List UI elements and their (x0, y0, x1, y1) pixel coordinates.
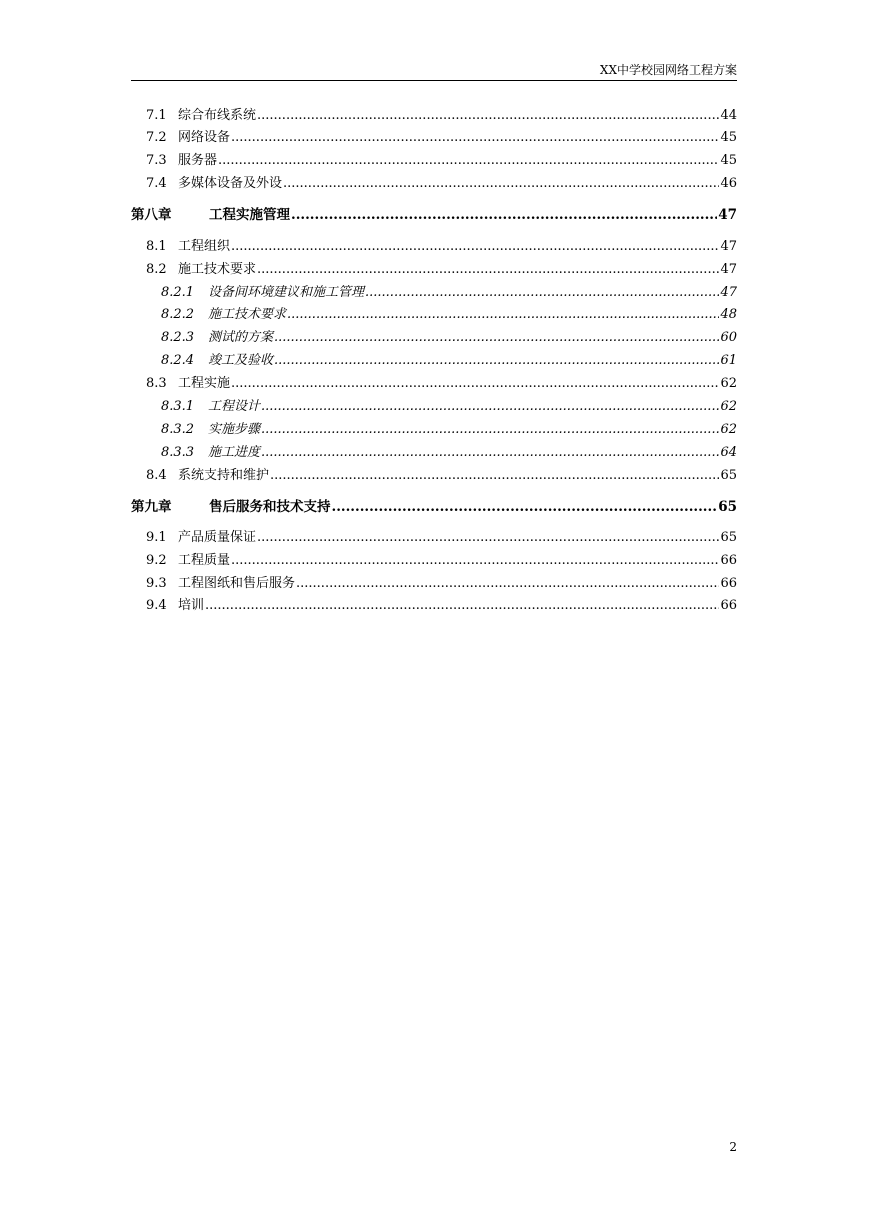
toc-entry[interactable] (131, 375, 737, 393)
toc-leader (274, 329, 719, 347)
toc-page: 66 (720, 576, 737, 591)
toc-leader (332, 498, 718, 516)
toc-leader (270, 467, 719, 485)
toc-page: 64 (720, 445, 737, 460)
toc-title: 产品质量保证 (178, 530, 257, 545)
toc-leader (231, 552, 719, 570)
toc-entry[interactable] (131, 552, 737, 570)
toc-number: 8.2.2 (161, 307, 195, 322)
toc-leader (291, 206, 717, 224)
toc-entry[interactable] (131, 529, 737, 547)
toc-leader (231, 375, 719, 393)
toc-entry[interactable] (131, 467, 737, 485)
toc-entry[interactable] (131, 575, 737, 593)
toc-title: 服务器 (178, 153, 218, 168)
toc-number: 第八章 (131, 207, 172, 223)
toc-entry[interactable] (131, 261, 737, 279)
toc-page: 44 (720, 108, 737, 123)
toc-page: 47 (718, 207, 737, 223)
toc-number: 8.3.3 (161, 445, 195, 460)
toc-number: 9.1 (146, 530, 167, 545)
toc-subentry[interactable] (131, 421, 737, 439)
toc-leader (257, 107, 719, 125)
toc-title: 施工进度 (208, 445, 261, 460)
toc-entry[interactable] (131, 129, 737, 147)
toc-title: 培训 (178, 598, 205, 613)
toc-title: 工程质量 (178, 553, 231, 568)
toc-title: 施工技术要求 (178, 262, 257, 277)
toc-subentry[interactable] (131, 352, 737, 370)
toc-leader (261, 421, 719, 439)
toc-number: 8.2.4 (161, 353, 195, 368)
toc-number: 8.2.1 (161, 285, 195, 300)
toc-number: 7.2 (146, 130, 167, 145)
toc-subentry[interactable] (131, 306, 737, 324)
toc-page: 60 (720, 330, 737, 345)
toc-page: 65 (718, 499, 737, 515)
toc-leader (218, 152, 719, 170)
toc-page: 66 (720, 598, 737, 613)
toc-title: 系统支持和维护 (178, 468, 270, 483)
toc-chapter-entry[interactable] (131, 498, 737, 516)
toc-leader (257, 261, 719, 279)
toc-number: 8.3.1 (161, 399, 195, 414)
toc-title: 设备间环境建议和施工管理 (208, 285, 365, 300)
toc-page: 61 (720, 353, 737, 368)
toc-title: 工程图纸和售后服务 (178, 576, 296, 591)
toc-subentry[interactable] (131, 398, 737, 416)
toc-page: 62 (720, 376, 737, 391)
toc-page: 48 (720, 307, 737, 322)
toc-title: 工程实施 (178, 376, 231, 391)
toc-page: 65 (720, 468, 737, 483)
toc-page: 62 (720, 399, 737, 414)
toc-number: 8.2 (146, 262, 167, 277)
running-header (131, 62, 737, 81)
toc-title: 施工技术要求 (208, 307, 287, 322)
toc-title: 测试的方案 (208, 330, 274, 345)
toc-leader (296, 575, 719, 593)
toc-leader (283, 175, 719, 193)
toc-leader (261, 444, 719, 462)
toc-chapter-entry[interactable] (131, 206, 737, 224)
toc-number: 8.3.2 (161, 422, 195, 437)
toc-number: 第九章 (131, 499, 172, 515)
page-number: 2 (729, 1140, 737, 1154)
toc-page: 47 (720, 239, 737, 254)
toc-number: 8.1 (146, 239, 167, 254)
header-title: XX中学校园网络工程方案 (599, 63, 737, 77)
toc-page: 47 (720, 262, 737, 277)
toc-page: 62 (720, 422, 737, 437)
toc-number: 8.2.3 (161, 330, 195, 345)
toc-entry[interactable] (131, 238, 737, 256)
toc-title: 网络设备 (178, 130, 231, 145)
toc-leader (257, 529, 719, 547)
toc-number: 7.4 (146, 176, 167, 191)
toc-leader (205, 597, 719, 615)
toc-title: 多媒体设备及外设 (178, 176, 283, 191)
toc-title: 竣工及验收 (208, 353, 274, 368)
toc-leader (231, 238, 719, 256)
toc-page: 66 (720, 553, 737, 568)
toc-number: 9.2 (146, 553, 167, 568)
toc-title: 综合布线系统 (178, 108, 257, 123)
toc-leader (274, 352, 719, 370)
toc-number: 7.1 (146, 108, 167, 123)
toc-number: 8.3 (146, 376, 167, 391)
toc-page: 47 (720, 285, 737, 300)
toc-title: 售后服务和技术支持 (209, 499, 331, 515)
toc-subentry[interactable] (131, 329, 737, 347)
toc-page: 46 (720, 176, 737, 191)
toc-page: 45 (720, 153, 737, 168)
toc-entry[interactable] (131, 152, 737, 170)
toc-leader (261, 398, 719, 416)
toc-number: 9.4 (146, 598, 167, 613)
toc-title: 工程实施管理 (209, 207, 290, 223)
toc-leader (231, 129, 719, 147)
toc-entry[interactable] (131, 107, 737, 125)
toc-title: 工程设计 (208, 399, 261, 414)
toc-leader (287, 306, 719, 324)
toc-subentry[interactable] (131, 284, 737, 302)
toc-number: 9.3 (146, 576, 167, 591)
toc-leader (365, 284, 719, 302)
toc-page: 45 (720, 130, 737, 145)
toc-title: 工程组织 (178, 239, 231, 254)
toc-number: 8.4 (146, 468, 167, 483)
toc-entry[interactable] (131, 175, 737, 193)
toc-title: 实施步骤 (208, 422, 261, 437)
toc-entry[interactable] (131, 597, 737, 615)
toc-page: 65 (720, 530, 737, 545)
toc-number: 7.3 (146, 153, 167, 168)
toc-subentry[interactable] (131, 444, 737, 462)
